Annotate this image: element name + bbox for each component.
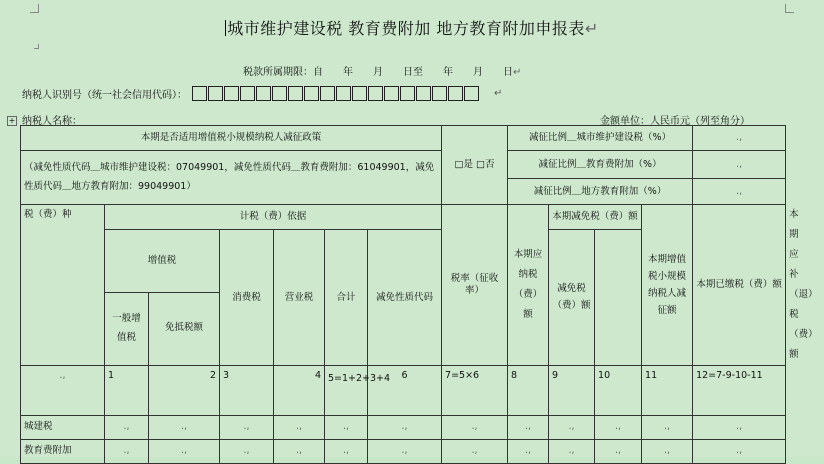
input-cell[interactable]: ., (595, 439, 642, 463)
rate-cell-edu[interactable]: ., (693, 151, 786, 179)
input-cell[interactable]: ., (642, 415, 693, 439)
input-cell[interactable]: ., (149, 439, 220, 463)
header-business: 营业税 (274, 230, 325, 366)
input-cell[interactable]: ., (442, 439, 508, 463)
input-cell[interactable]: ., (508, 439, 549, 463)
input-cell[interactable]: ., (325, 415, 368, 439)
col-number: 9 (549, 365, 595, 415)
policy-options[interactable]: □是 □否 (442, 126, 508, 205)
input-cell[interactable]: ., (105, 439, 149, 463)
taxpayer-id-digit-box[interactable] (416, 86, 431, 101)
header-basis: 计税（费）依据 (105, 205, 442, 230)
taxpayer-id-boxes[interactable] (192, 86, 479, 101)
table-move-handle-icon[interactable]: + (8, 116, 16, 125)
taxpayer-id-digit-box[interactable] (464, 86, 479, 101)
taxpayer-id-digit-box[interactable] (240, 86, 255, 101)
header-total: 合计 (325, 230, 368, 366)
tax-period-line: 税款所属期限：自 年 月 日至 年 月 日↵ (243, 67, 522, 78)
col-number: 1 (105, 365, 149, 415)
input-cell[interactable]: ., (105, 415, 149, 439)
taxpayer-id-label: 纳税人识别号（统一社会信用代码）： (22, 90, 187, 101)
header-consumption: 消费税 (220, 230, 274, 366)
header-payable: 本期应纳税（费）额 (508, 205, 549, 366)
col-number: 12=7-9-10-11 (693, 365, 786, 415)
taxpayer-id-digit-box[interactable] (192, 86, 207, 101)
input-cell[interactable]: ., (368, 415, 442, 439)
taxpayer-id-digit-box[interactable] (288, 86, 303, 101)
taxpayer-name-label: 纳税人名称： (22, 116, 82, 127)
number-row-label: ., (21, 365, 105, 415)
taxpayer-id-digit-box[interactable] (224, 86, 239, 101)
taxpayer-id-digit-box[interactable] (448, 86, 463, 101)
input-cell[interactable]: ., (368, 439, 442, 463)
input-cell[interactable]: ., (549, 439, 595, 463)
header-vat: 增值税 (105, 230, 220, 293)
col-number: 7=5×6 (442, 365, 508, 415)
taxpayer-id-digit-box[interactable] (272, 86, 287, 101)
taxpayer-id-digit-box[interactable] (256, 86, 271, 101)
header-rate: 税率（征收率） (442, 205, 508, 366)
header-tax-type: 税（费）种 (21, 205, 105, 366)
table-row (21, 439, 786, 463)
taxpayer-id-digit-box[interactable] (336, 86, 351, 101)
header-general-vat: 一般增值税 (105, 292, 149, 365)
header-reduction-code: 减免性质代码 (368, 230, 442, 366)
input-cell[interactable]: ., (693, 439, 786, 463)
taxpayer-id-digit-box[interactable] (352, 86, 367, 101)
rate-label-urban: 减征比例＿城市维护建设税（%） (508, 126, 693, 151)
col-number: 5=1+2+3+4 (325, 365, 368, 415)
rate-label-edu: 减征比例＿教育费附加（%） (508, 151, 693, 179)
amount-unit: 金额单位：人民币元（列至角分） (600, 116, 750, 127)
header-paid: 本期已缴税（费）额 (693, 205, 786, 366)
table-row (21, 415, 786, 439)
header-reduction: 本期减免税（费）额 (549, 205, 642, 230)
col-number: 8 (508, 365, 549, 415)
input-cell[interactable]: ., (274, 439, 325, 463)
col-number: 6 (368, 365, 442, 415)
col-number: 2 (149, 365, 220, 415)
page-corner-mark (785, 4, 794, 13)
taxpayer-id-digit-box[interactable] (384, 86, 399, 101)
rate-cell-urban[interactable]: ., (693, 126, 786, 151)
taxpayer-id-digit-box[interactable] (208, 86, 223, 101)
taxpayer-id-digit-box[interactable] (432, 86, 447, 101)
input-cell[interactable]: ., (220, 415, 274, 439)
input-cell[interactable]: ., (442, 415, 508, 439)
taxpayer-id-row: 纳税人识别号（统一社会信用代码）： ↵ (22, 88, 503, 101)
taxpayer-id-digit-box[interactable] (304, 86, 319, 101)
taxpayer-id-digit-box[interactable] (320, 86, 335, 101)
input-cell[interactable]: ., (325, 439, 368, 463)
col-number: 11 (642, 365, 693, 415)
col-number: 3 (220, 365, 274, 415)
input-cell[interactable]: ., (508, 415, 549, 439)
input-cell[interactable]: ., (220, 439, 274, 463)
input-cell[interactable]: ., (642, 439, 693, 463)
row-label-edu: 教育费附加 (21, 439, 105, 463)
policy-codes: （减免性质代码＿城市维护建设税：07049901，减免性质代码＿教育费附加：61049901，减免性质代码＿地方教育附加：99049901） (21, 151, 442, 205)
col-number: 10 (595, 365, 642, 415)
header-reduction-amount: 减免税（费）额 (549, 230, 595, 366)
taxpayer-id-digit-box[interactable] (400, 86, 415, 101)
declaration-table: 本期是否适用增值税小规模纳税人减征政策 □是 □否 减征比例＿城市维护建设税（%） ., （减免性质代码＿城市维护建设税：07049901，减免性质代码＿教育费附加：61049901，减免性质代码＿地方教育附加：99049901） 减征比例＿教育费附加（%） ., 减征比例＿地方教育附加（%） ., 税（费）种 计税（费）依据 税率（征收率） 本期应纳税（费）额 本期减免税（费）额 本期增值税小规模纳税人减征额 本期已缴税（费）额 本期应补（退）税（费）额 增值税 消费税 营业税 合计 减免性质代码 减免税（费）额 一般增值税 免抵税额 ., 1 2 3 4 5=1+2+3+4 6 7=5×6 8 9 10 11 12=7-9-10-11 城建税 ., ., ., ., ., ., ., ., ., ., ., ., 教育费附加 ., ., ., ., ., ., ., ., ., ., ., ., (20, 125, 786, 464)
input-cell[interactable]: ., (149, 415, 220, 439)
rate-cell-local[interactable]: ., (693, 179, 786, 205)
policy-question: 本期是否适用增值税小规模纳税人减征政策 (21, 126, 442, 151)
row-label-urban: 城建税 (21, 415, 105, 439)
page-corner-mark (30, 4, 39, 13)
col-number: 4 (274, 365, 325, 415)
input-cell[interactable]: ., (595, 415, 642, 439)
page-corner-mark (34, 44, 39, 49)
input-cell[interactable]: ., (274, 415, 325, 439)
form-title: 城市维护建设税 教育费附加 地方教育附加申报表↵ (227, 19, 599, 38)
rate-label-local: 减征比例＿地方教育附加（%） (508, 179, 693, 205)
input-cell[interactable]: ., (693, 415, 786, 439)
taxpayer-id-digit-box[interactable] (368, 86, 383, 101)
input-cell[interactable]: ., (549, 415, 595, 439)
header-small-scale: 本期增值税小规模纳税人减征额 (642, 205, 693, 366)
header-exempt-offset: 免抵税额 (149, 292, 220, 365)
